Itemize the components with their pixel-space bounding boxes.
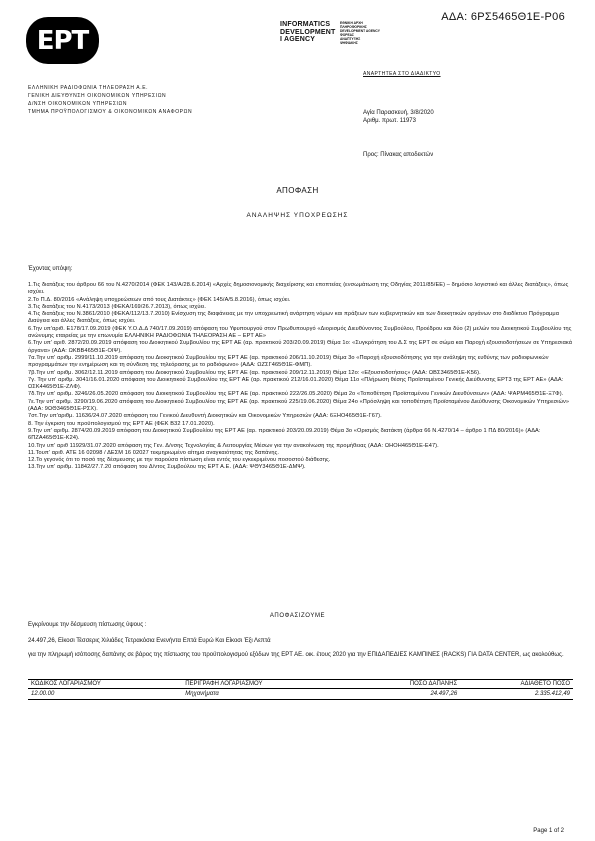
recipient: Προς: Πίνακας αποδεκτών (363, 152, 434, 158)
place-date-block (363, 110, 434, 125)
col-account-code: ΚΩΔΙΚΟΣ ΛΟΓΑΡΙΑΣΜΟΥ (28, 680, 182, 689)
list-item: 13.Την υπ' αριθμ. 11842/27.7.20 απόφαση του Δ/ντος Συμβούλου της ΕΡΤ Α.Ε. (ΑΔΑ: ΨΘΥ3465Θ1Ε-ΔΜΨ). (28, 464, 306, 471)
ida-logo-text: INFORMATICS DEVELOPMENT I AGENCY (280, 21, 336, 43)
list-item: 2.Το Π.Δ. 80/2016 «Ανάληψη υποχρεώσεων από τους Διατάκτες» (ΦΕΚ 145/Α/5.8.2016), όπως ισχύει. (28, 296, 291, 303)
sender-line: ΕΛΛΗΝΙΚΗ ΡΑΔΙΟΦΩΝΙΑ ΤΗΛΕΟΡΑΣΗ Α.Ε. (28, 85, 149, 91)
page-number: Page 1 of 2 (533, 828, 564, 834)
list-item: 7β.Την υπ' αριθμ. 3062/12.11.2019 απόφαση του Διοικητικού Συμβουλίου της ΕΡΤ ΑΕ (αρ. πρακτικού 209/12.11.2019) Θέμα 12ο: «Εξουσιοδοτήσεις» (ΑΔΑ: ΩΒΣ3465Θ1Ε-Κ56). (28, 369, 481, 376)
list-item: 11.Τουπ' αριθ. ΑΤΕ 16 02098 / ΔΕΣΜ 16 02027 τεκμηριωμένο αίτημα αναγκαιότητας της δαπάνης. (28, 449, 280, 456)
table-row (28, 689, 573, 700)
ada-code: ΑΔΑ: 6ΡΣ5465Θ1Ε-Ρ06 (441, 11, 565, 23)
purpose-text: για την πληρωμή ισόποσης δαπάνης σε βάρος της πίστωσης του προϋπολογισμού εξόδων της ΕΡΤ ΑΕ. οικ. έτους 2020 για την ΕΠΙΔΑΠΕΔΙΕΣ ΚΑΜΠΙΝΕΣ (RACKS) ΓΙΑ DATA CENTER, ως ακολούθως. (28, 652, 564, 658)
cell-unallocated-amount: 2.335.412,49 (460, 689, 573, 700)
list-item: 3.Τις διατάξεις του Ν.4173/2013 (ΦΕΚΑ/169/26.7.2013), όπως ισχύει. (28, 303, 207, 310)
list-item: 7δ.Την υπ' αριθμ. 3246/26.05.2020 απόφαση του Διοικητικού Συμβουλίου της ΕΡΤ ΑΕ (αρ. πρακτικού 222/26.05.2020) Θέμα 2ο «Τοποθέτηση Προϊσταμένου Γενικών Διευθύνσεων» (ΑΔΑ: ΨΑΡΜ465Θ1Ε-Ξ7Φ). (28, 391, 564, 398)
col-unallocated-amount: ΑΔΙΑΘΕΤΟ ΠΟΣΟ (460, 680, 573, 689)
list-item: 9.Την υπ' αριθμ. 2874/20.09.2019 απόφαση του Διοικητικού Συμβουλίου της ΕΡΤ ΑΕ (αρ. πρακτικού 203/20.09.2019) Θέμα 3ο «Ορισμός διατάκτη (άρθρα 66 Ν.4270/14 – άρθρο 1 ΠΔ 80/2016)» (ΑΔΑ: 6ΠΖΑ465Θ1Ε-Κ24). (28, 427, 541, 442)
sender-line: ΤΜΗΜΑ ΠΡΟΫΠΟΛΟΓΙΣΜΟΥ & ΟΙΚΟΝΟΜΙΚΩΝ ΑΝΑΦΟΡΩΝ (28, 109, 193, 115)
list-item: 7γ. Την υπ' αριθμ. 3041/16.01.2020 απόφαση του Διοικητικού Συμβουλίου της ΕΡΤ ΑΕ (αρ. πρακτικού 212/16.01.2020) Θέμα 11ο «Πλήρωση θέσης Προϊσταμένου Γενικής Διεύθυνσης ΕΡΤ3 της ΕΡΤ ΑΕ» (ΑΔΑ: ΩΣΚ4465Θ1Ε-ΖΛΦ). (28, 376, 564, 391)
list-item: 7ε.Την υπ' αριθμ. 3290/19.06.2020 απόφαση του Διοικητικού Συμβουλίου της ΕΡΤ ΑΕ (αρ. πρακτικού 225/19.06.2020) Θέμα 24ο «Πρόσληψη και τοποθέτηση Προϊσταμένου Διεύθυνσης Οικονομικών Υπηρεσιών» (ΑΔΑ: 9ΩΘ3465Θ1Ε-ΡΣΧ). (28, 398, 570, 413)
document-subject: ΑΝΑΛΗΨΗΣ ΥΠΟΧΡΕΩΣΗΣ (246, 212, 349, 219)
list-item: 8. Την έγκριση του προϋπολογισμού της ΕΡΤ ΑΕ (ΦΕΚ Β32 17.01.2020). (28, 420, 215, 427)
list-item: 7στ.Την υπ'αριθμ. 11636/24.07.2020 απόφαση του Γενικού Διευθυντή Διοικητικών και Οικονομικών Υπηρεσιών (ΑΔΑ: 6ΞΗΟ465Θ1Ε-Γ67). (28, 413, 382, 420)
document-title: ΑΠΟΦΑΣΗ (276, 186, 319, 195)
budget-table (28, 679, 573, 700)
considerations-list (28, 282, 573, 472)
list-item: 6.Την υπ'αριθ. Ε178/17.09.2019 (ΦΕΚ Υ.Ο.Δ.Δ 740/17.09.2019) απόφαση του Υφυπουργού στον Πρωθυπουργό «Διορισμός Διευθύνοντος Συμβούλου, Προέδρου και δύο (2) μελών του Διοικητικού Συμβουλίου της ανώνυμης εταιρείας με την επωνυμία ΕΛΛΗΝΙΚΗ ΡΑΔΙΟΦΩΝΙΑ ΤΗΛΕΟΡΑΣΗ ΑΕ – ΕΡΤ ΑΕ» (28, 325, 572, 340)
sender-line: Δ/ΝΣΗ ΟΙΚΟΝΟΜΙΚΩΝ ΥΠΗΡΕΣΙΩΝ (28, 101, 128, 107)
list-item: 1.Τις διατάξεις του άρθρου 66 του Ν.4270/2014 (ΦΕΚ 143/Α/28.6.2014) «Αρχές δημοσιονομικής διαχείρισης και εποπτείας (ενσωμάτωση της Οδηγίας 2011/85/ΕΕ) – δημόσιο λογιστικό και άλλες διατάξεις», όπως ισχύει. (28, 282, 569, 296)
approval-line: Εγκρίνουμε την δέσμευση πίστωσης ύψους : (28, 622, 147, 628)
sender-line: ΓΕΝΙΚΗ ΔΙΕΥΘΥΝΣΗ ΟΙΚΟΝΟΜΙΚΩΝ ΥΠΗΡΕΣΙΩΝ (28, 93, 167, 99)
list-item: 10.Την υπ' αριθ 11929/31.07.2020 απόφαση της Γεν. Δ/νσης Τεχνολογίας & Λειτουργίας Μέσων για την ανακοίνωση της προμήθειας (ΑΔΑ: ΩΗΟΗ465Θ1Ε-Ε47). (28, 442, 439, 449)
decision-heading: ΑΠΟΦΑΣΙΖΟΥΜΕ (269, 613, 326, 619)
col-expense-amount: ΠΟΣΟ ΔΑΠΑΝΗΣ (352, 680, 461, 689)
list-item: 6.Την υπ' αριθ. 2872/20.09.2019 απόφαση του Διοικητικού Συμβουλίου της ΕΡΤ ΑΕ (αρ. πρακτικού 203/20.09.2019) Θέμα 1ο: «Συγκρότηση του Δ.Σ της ΕΡΤ σε σώμα και Παροχή εξουσιοδοτήσεων σε Υπηρεσιακά όργανα» (ΑΔΑ: ΩΚΒΒ465Θ1Ε-ΟΙΨ). (28, 340, 573, 354)
list-item: 12.Το γεγονός ότι το ποσό της δέσμευσης με την παρούσα πίστωση είναι εντός του εγκεκριμένου ποσοστού διάθεσης. (28, 457, 331, 464)
protocol-number: Αριθμ. πρωτ. 11973 (363, 117, 416, 124)
sender-block (28, 84, 192, 116)
ert-logo: ΕΡΤ (26, 17, 99, 64)
cell-account-description: Μηχανήματα (182, 689, 351, 700)
amount-line: 24.497,26, Είκοσι Τέσσερις Χιλιάδες Τετρακόσια Ενενήντα Επτά Ευρώ Και Είκοσι Έξι Λεπτά (28, 638, 271, 644)
list-item: 4.Τις διατάξεις του Ν.3861/2010 (ΦΕΚΑ/112/13.7.2010) Ενίσχυση της διαφάνειας με την υποχρεωτική ανάρτηση νόμων και πράξεων των κυβερνητικών και των διοικητικών οργάνων στο διαδίκτυο Πρόγραμμα Διαύγεια και άλλες διατάξεις, όπως ισχύει. (28, 311, 560, 325)
publish-online-note: ΑΝΑΡΤΗΤΕΑ ΣΤΟ ΔΙΑΔΙΚΤΥΟ (363, 71, 441, 77)
ida-logo-subtext: ΕΘΝΙΚΗ ΑΡΧΗ ΠΛΗΡΟΦΟΡΙΚΗΣ DEVELOPMENT AGENCY ΦΟΡΕΑΣ ΑΝΑΠΤΥΞΗΣ ΨΗΦΙΑΚΗΣ (340, 21, 380, 45)
table-header-row (28, 680, 573, 689)
col-account-description: ΠΕΡΙΓΡΑΦΗ ΛΟΓΑΡΙΑΣΜΟΥ (182, 680, 351, 689)
cell-account-code: 12.00.00 (28, 689, 182, 700)
considering-heading: Έχοντας υπόψη: (28, 266, 73, 272)
place-date: Αγία Παρασκευή, 3/8/2020 (363, 110, 434, 116)
cell-expense-amount: 24.497,26 (352, 689, 461, 700)
list-item: 7α.Την υπ' αριθμ. 2999/11.10.2019 απόφαση του Διοικητικού Συμβουλίου της ΕΡΤ ΑΕ (αρ. πρακτικού 206/11.10.2019) Θέμα 3ο «Παροχή εξουσιοδότησης για την ανάληψη της ευθύνης των ραδιοφωνικών προγραμμάτων την ενημέρωση και τη σύνδεση της τηλεόρασης με το ραδιόφωνο» (ΑΔΑ: ΩΖΣΓ465Θ1Ε-ΦΜΠ). (28, 354, 549, 369)
